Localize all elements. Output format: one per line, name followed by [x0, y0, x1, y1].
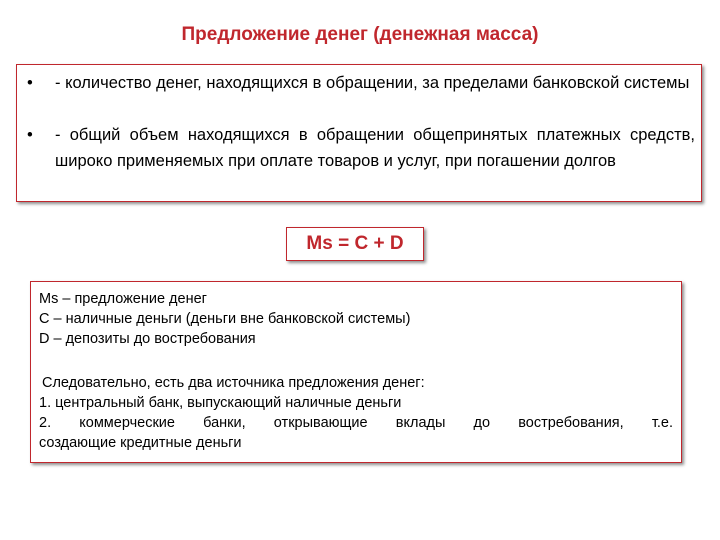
- definition-item: [27, 70, 695, 96]
- source-item-central-bank: 1. центральный банк, выпускающий наличные деньги: [39, 395, 402, 411]
- formula: Ms = C + D: [286, 227, 424, 261]
- conclusion-intro: Следовательно, есть два источника предложения денег:: [42, 375, 425, 391]
- source-item-commercial-banks: 2. коммерческие банки, открывающие вклады до востребования, т.е.: [39, 415, 673, 431]
- definition-item: [27, 122, 695, 174]
- definition-text: - общий объем находящихся в обращении общепринятых платежных средств, широко применяемых при оплате товаров и услуг, при погашении долгов: [55, 126, 695, 170]
- page-title: Предложение денег (денежная масса): [181, 24, 539, 45]
- legend-d: D – депозиты до востребования: [39, 331, 256, 347]
- bullet-icon: •: [27, 74, 33, 92]
- definitions-box: [16, 64, 702, 202]
- bullet-icon: •: [27, 126, 33, 144]
- definition-text: - количество денег, находящихся в обращении, за пределами банковской системы: [55, 74, 690, 92]
- legend-ms: Ms – предложение денег: [39, 291, 207, 307]
- source-item-commercial-banks-cont: создающие кредитные деньги: [39, 435, 242, 451]
- legend-c: C – наличные деньги (деньги вне банковской системы): [39, 311, 411, 327]
- explanation-box: [30, 281, 682, 463]
